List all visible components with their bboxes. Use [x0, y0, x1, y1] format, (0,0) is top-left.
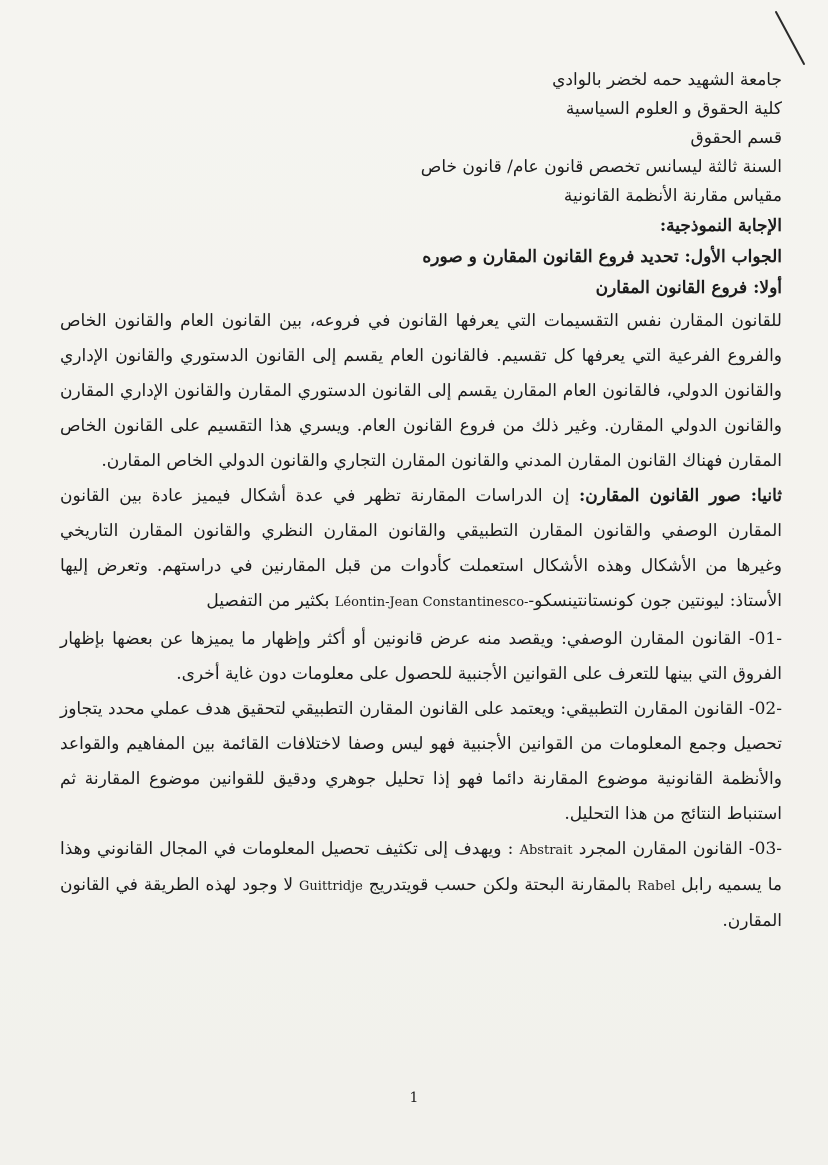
page-number: 1 [409, 1090, 419, 1106]
item3-latin-rabel: Rabel [637, 879, 676, 894]
section-first-heading: أولا: فروع القانون المقارن [595, 278, 782, 298]
model-answer-heading: الإجابة النموذجية: [659, 216, 782, 236]
item-abstract [60, 832, 782, 939]
department-name: قسم الحقوق [690, 128, 782, 148]
item3-part-c: بالمقارنة البحتة ولكن حسب قويتدريج [362, 875, 638, 895]
item3-latin-abstrait: Abstrait [519, 843, 573, 858]
forms-latin-name: Léontin-Jean Constantinesco- [334, 595, 529, 610]
course-name: مقياس مقارنة الأنظمة القانونية [563, 186, 782, 206]
faculty-name: كلية الحقوق و العلوم السياسية [565, 99, 782, 119]
item3-part-d: لا وجود لهذه الطريقة في القانون المقارن. [60, 875, 782, 931]
item3-part-b: : ويهدف إلى تكثيف تحصيل المعلومات في المجال القانوني وهذا ما يسميه رابل [60, 839, 783, 895]
item3-latin-guittridje: Guittridje [299, 879, 363, 894]
forms-paragraph [60, 479, 782, 620]
university-name: جامعة الشهيد حمه لخضر بالوادي [552, 70, 782, 90]
question-one-heading: الجواب الأول: تحديد فروع القانون المقارن و صوره [422, 247, 782, 267]
forms-text: إن الدراسات المقارنة تظهر في عدة أشكال فيميز عادة بين القانون المقارن الوصفي والقانون المقارن التطبيقي والقانون المقارن النظري والقانون المقارن التاريخي وغيرها من الأشكال وهذه الأشكال استعملت كأدوات من قبل المقارنين في دراستهم. وتعرض إليها الأستاذ: ليونتين جون كونستانتينسكو- [60, 486, 782, 611]
item-descriptive: -01- القانون المقارن الوصفي: ويقصد منه عرض قانونين أو أكثر وإظهار ما يميزها عن بعضها بإظهار الفروق التي بينها للتعرف على القوانين الأجنبية للحصول على معلومات دون غاية أخرى. [60, 629, 782, 684]
pen-stroke-mark [770, 8, 810, 68]
document-body [60, 66, 782, 939]
item-applied: -02- القانون المقارن التطبيقي: ويعتمد على القانون المقارن التطبيقي لتحقيق هدف عملي محدد يتجاوز تحصيل وجمع المعلومات من القوانين الأجنبية فهو ليس وصفا لاختلافات القائمة بين المفاهيم والقواعد والأنظمة القانونية موضوع المقارنة دائما فهو إذا تحليل جوهري ودقيق للقوانين موضوع المقارنة ثم استنباط النتائج من هذا التحليل. [60, 699, 782, 824]
forms-label: ثانيا: صور القانون المقارن: [578, 486, 783, 506]
study-year: السنة ثالثة ليسانس تخصص قانون عام/ قانون خاص [420, 157, 782, 177]
branches-paragraph: للقانون المقارن نفس التقسيمات التي يعرفها القانون في فروعه، بين القانون العام والقانون الخاص والفروع الفرعية التي يعرفها كل تقسيم. فالقانون العام يقسم إلى القانون الدستوري والقانون الإداري والقانون الدولي، فالقانون العام المقارن يقسم إلى القانون الدستوري المقارن والقانون الإداري المقارن والقانون الدولي المقارن. وغير ذلك من فروع القانون العام. ويسري هذا التقسيم على القانون الخاص المقارن فهناك القانون المقارن المدني والقانون المقارن التجاري والقانون الدولي الخاص المقارن. [60, 311, 782, 471]
forms-text-end: بكثير من التفصيل [206, 591, 335, 611]
item3-part-a: -03- القانون المقارن المجرد [572, 839, 783, 859]
